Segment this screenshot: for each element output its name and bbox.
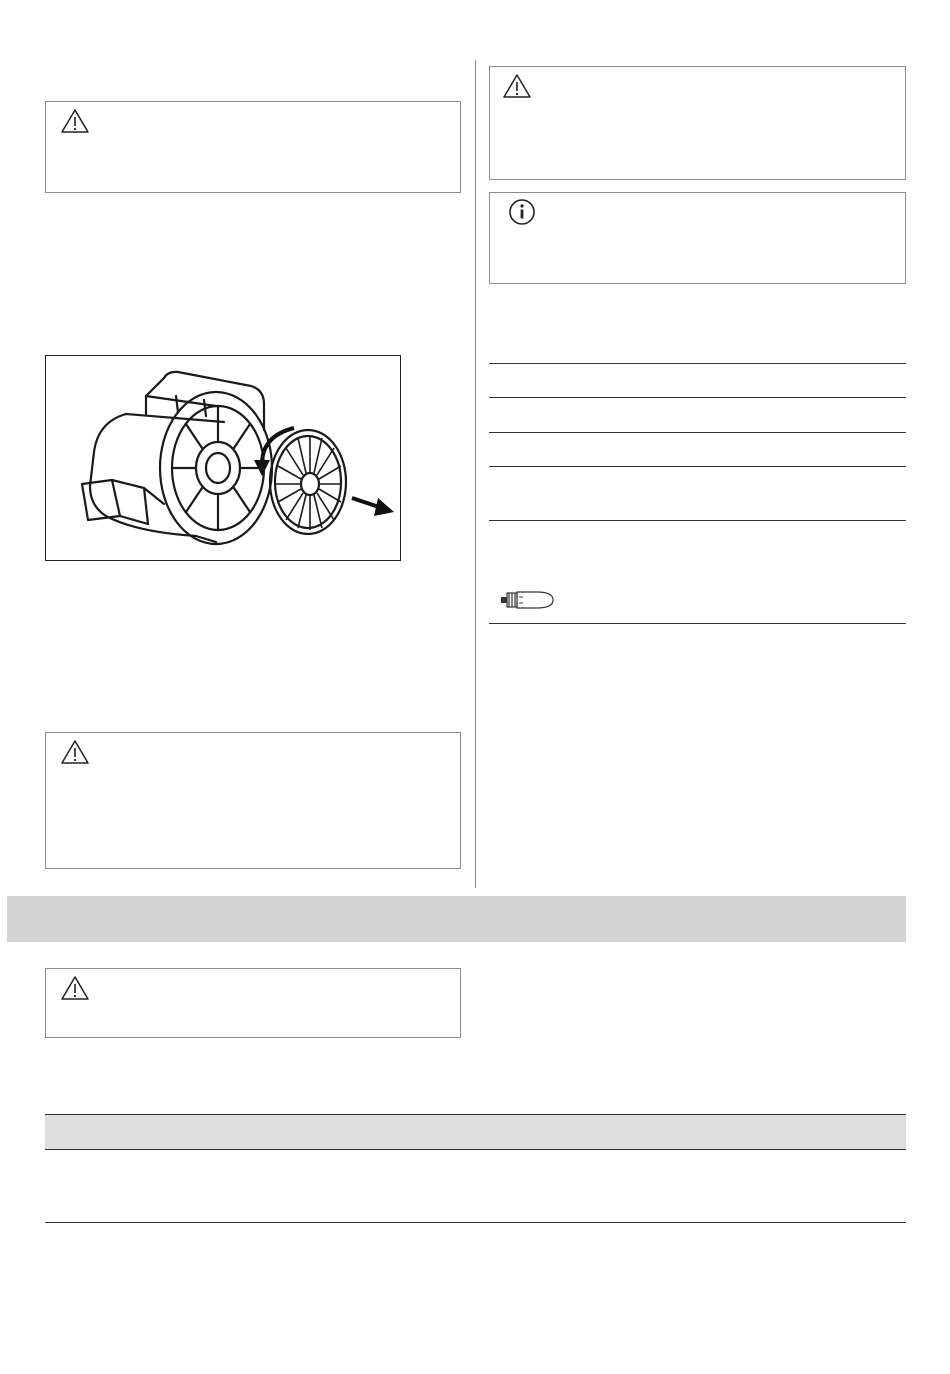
section-heading-band: [7, 896, 906, 942]
candle-bulb-icon: [497, 589, 555, 611]
column-divider: [475, 60, 476, 888]
warning-box-4: [45, 968, 461, 1038]
warning-triangle-icon: [502, 73, 532, 99]
table-rule-1: [489, 363, 906, 364]
info-box: [489, 192, 906, 284]
table-rule-4: [489, 466, 906, 467]
warning-box-3: [489, 66, 906, 180]
bottom-table-bottom-rule: [45, 1222, 906, 1223]
warning-triangle-icon: [60, 739, 90, 765]
table-rule-6: [489, 623, 906, 624]
bottom-table-header: [45, 1115, 906, 1149]
warning-triangle-icon: [60, 108, 90, 134]
table-rule-2: [489, 397, 906, 398]
figure-frame: [45, 355, 401, 561]
info-circle-icon: [508, 198, 536, 226]
table-rule-5: [489, 520, 906, 521]
warning-triangle-icon: [60, 975, 90, 1001]
table-rule-3: [489, 432, 906, 433]
fan-filter-illustration: [46, 356, 400, 560]
warning-box-1: [45, 101, 461, 193]
warning-box-2: [45, 732, 461, 869]
bottom-table-header-rule: [45, 1149, 906, 1150]
